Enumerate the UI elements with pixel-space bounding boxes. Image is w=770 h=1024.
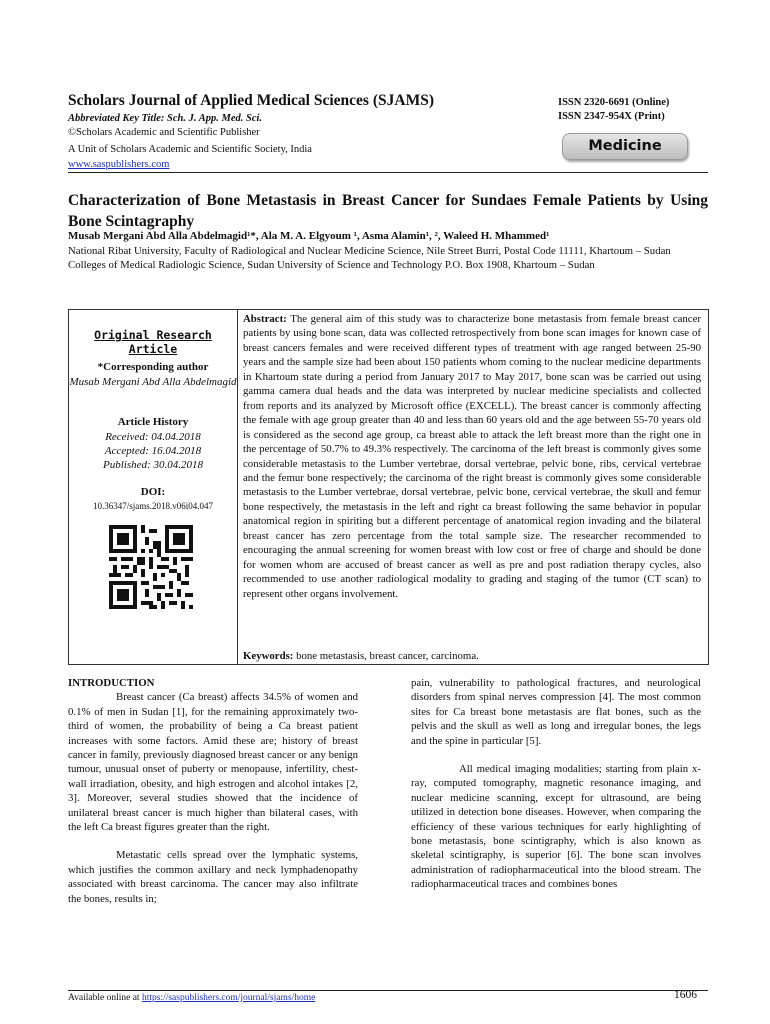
body-paragraph-4: All medical imaging modalities; starting from plain x-ray, computed tomography, magnetic resonance imaging, and nuclear medicine scanning, except for ultrasound, are being utilized in detection bone diseases. However, when comparing the efficiency of these various techniques for early highlighting of bone metastasis, bone scintigraphy, which is also known as skeletal scintigraphy, is superior [6]. The bone scan involves administration of radiopharmaceutical into the blood stream. The radiopharmaceutical traces and combines bones xyxy=(411,763,701,891)
issn-print: ISSN 2347-954X (Print) xyxy=(558,111,665,122)
journal-publisher: ©Scholars Academic and Scientific Publisher xyxy=(68,127,260,138)
published-date: Published: 30.04.2018 xyxy=(103,459,203,471)
corresponding-label: *Corresponding author xyxy=(97,361,209,373)
abstract-box xyxy=(236,309,709,665)
footer-rule xyxy=(68,990,708,992)
article-info-box xyxy=(68,309,238,665)
corresponding-name: Musab Mergani Abd Alla Abdelmagid xyxy=(69,376,237,388)
journal-title: Scholars Journal of Applied Medical Sciences (SJAMS) xyxy=(68,92,434,109)
body-column-right xyxy=(411,676,701,892)
qr-code-icon xyxy=(109,525,193,609)
doi-label: DOI: xyxy=(140,486,166,498)
article-title: Characterization of Bone Metastasis in Breast Cancer for Sundaes Female Patients by Using Bone Scintagraphy xyxy=(68,192,708,230)
abstract-text xyxy=(243,312,701,601)
keywords xyxy=(243,650,701,662)
body-paragraph-1: Breast cancer (Ca breast) affects 34.5% of women and 0.1% of men in Sudan [1], for the remaining approximately two-third of women, the probability of being a Ca breast patient increases with some factors. Amid these are; history of breast cancer in family, previously diagnosed breast cancer or any benign tumour, unusual onset of puberty or menopause, infertility, chest-wall irradiation, obesity, and high estrogen and alcohol intakes [2, 3]. Moreover, several studies showed that the incidence of unilateral breast cancer is much higher than bilateral cases, with the left Ca breast figures greater than the right. xyxy=(68,691,358,834)
issn-online: ISSN 2320-6691 (Online) xyxy=(558,97,670,108)
keywords-label: Keywords: xyxy=(243,650,294,662)
affiliation-1: National Ribat University, Faculty of Radiological and Nuclear Medicine Science, Nile Street Burri, Postal Code 11111, Khartoum – Sudan xyxy=(68,245,671,257)
keywords-list: bone metastasis, breast cancer, carcinoma. xyxy=(293,650,479,662)
body-paragraph-2: Metastatic cells spread over the lymphatic systems, which justifies the common axillary and neck lymphadenopathy associated with breast carcinoma. The cancer may also infiltrate the bones, results in; xyxy=(68,849,358,905)
section-badge: Medicine xyxy=(562,133,688,160)
abstract-body: The general aim of this study was to characterize bone metastasis from female breast cancer patients by using bone scan, data was collected retrospectively from bone scan images for known case of breast cancers females and were received different types of treatment with age ranged between 25-90 years and the sample size had been about 150 patients whom coming to the nuclear medicine departments in Khartoum state during a period from January 2017 to May 2017, bone scan was be carried out using gamma camera dual heads and the data was interpreted by nuclear medicine specialists and collected from reports and its analyzed by Microsoft office (EXCELL). The breast cancer is commonly affecting the female with age group greater than 40 and less than 60 years old and the age between 55-70 years old is considered as the second age group, ca breast able to attack the left breast more than the right one in the percentage of 50.7% to 49.3% respectively. The carcinoma of the left breast is commonly gives some considerable metastasis to the Lumber vertebrae, dorsal vertebrae, pelvic bone, ribs, cervical vertebrae and the femur bone respectively; the carcinoma of the right breast is commonly gives some considerable metastasis to the Lumber vertebrae, dorsal vertebrae, pelvic bone, cervical vertebrae, the skull and femur bone respectively, the metastasis in the left and right ca breast following the same behavior in popular anatomical region in spiriting but a different percentage of anatomical region invading and the bilateral breast cancer has zero percentage from the total sample size. The researcher recommended to encouraging the annual screening for women breast with low cost or free of charge and should be done for women whom are accused of breast cancer as well as pre and post radiation therapy cycles, also recommended to use another radiological modality to grading and staging of the tumor (CT scan) to represent other organs involvement. xyxy=(243,313,701,600)
body-column-left xyxy=(68,676,358,906)
journal-header xyxy=(68,92,708,173)
history-label: Article History xyxy=(117,416,189,428)
body-paragraph-3: pain, vulnerability to pathological fractures, and neurological disorders from spinal nerves compression [4]. The most common sites for Ca breast bone metastasis are flat bones, such as the pelvis and the skull as well as long and irregular bones, the legs and the spine in particular [5]. xyxy=(411,677,701,747)
journal-abbrev: Abbreviated Key Title: Sch. J. App. Med. Sci. xyxy=(68,113,263,124)
article-affiliations xyxy=(68,244,708,273)
footer-available-label: Available online at xyxy=(68,993,142,1003)
footer-availability xyxy=(68,993,315,1003)
page-number: 1606 xyxy=(674,989,697,1001)
journal-unit: A Unit of Scholars Academic and Scientific Society, India xyxy=(68,144,312,155)
journal-website-link[interactable]: www.saspublishers.com xyxy=(68,159,170,170)
doi-value: 10.36347/sjams.2018.v06i04.047 xyxy=(92,501,213,511)
received-date: Received: 04.04.2018 xyxy=(105,431,201,443)
section-heading-introduction: INTRODUCTION xyxy=(68,677,155,689)
footer-url-link[interactable]: https://saspublishers.com/journal/sjams/home xyxy=(141,993,316,1003)
affiliation-2: Colleges of Medical Radiologic Science, Sudan University of Science and Technology P.O. Box 1908, Khartoum – Sudan xyxy=(68,259,595,272)
article-type: Original Research Article xyxy=(94,328,212,356)
abstract-label: Abstract: xyxy=(243,313,287,325)
accepted-date: Accepted: 16.04.2018 xyxy=(104,445,202,457)
article-authors: Musab Mergani Abd Alla Abdelmagid¹*, Ala M. A. Elgyoum ¹, Asma Alamin¹, ², Waleed H. Mhammed¹ xyxy=(68,230,550,242)
